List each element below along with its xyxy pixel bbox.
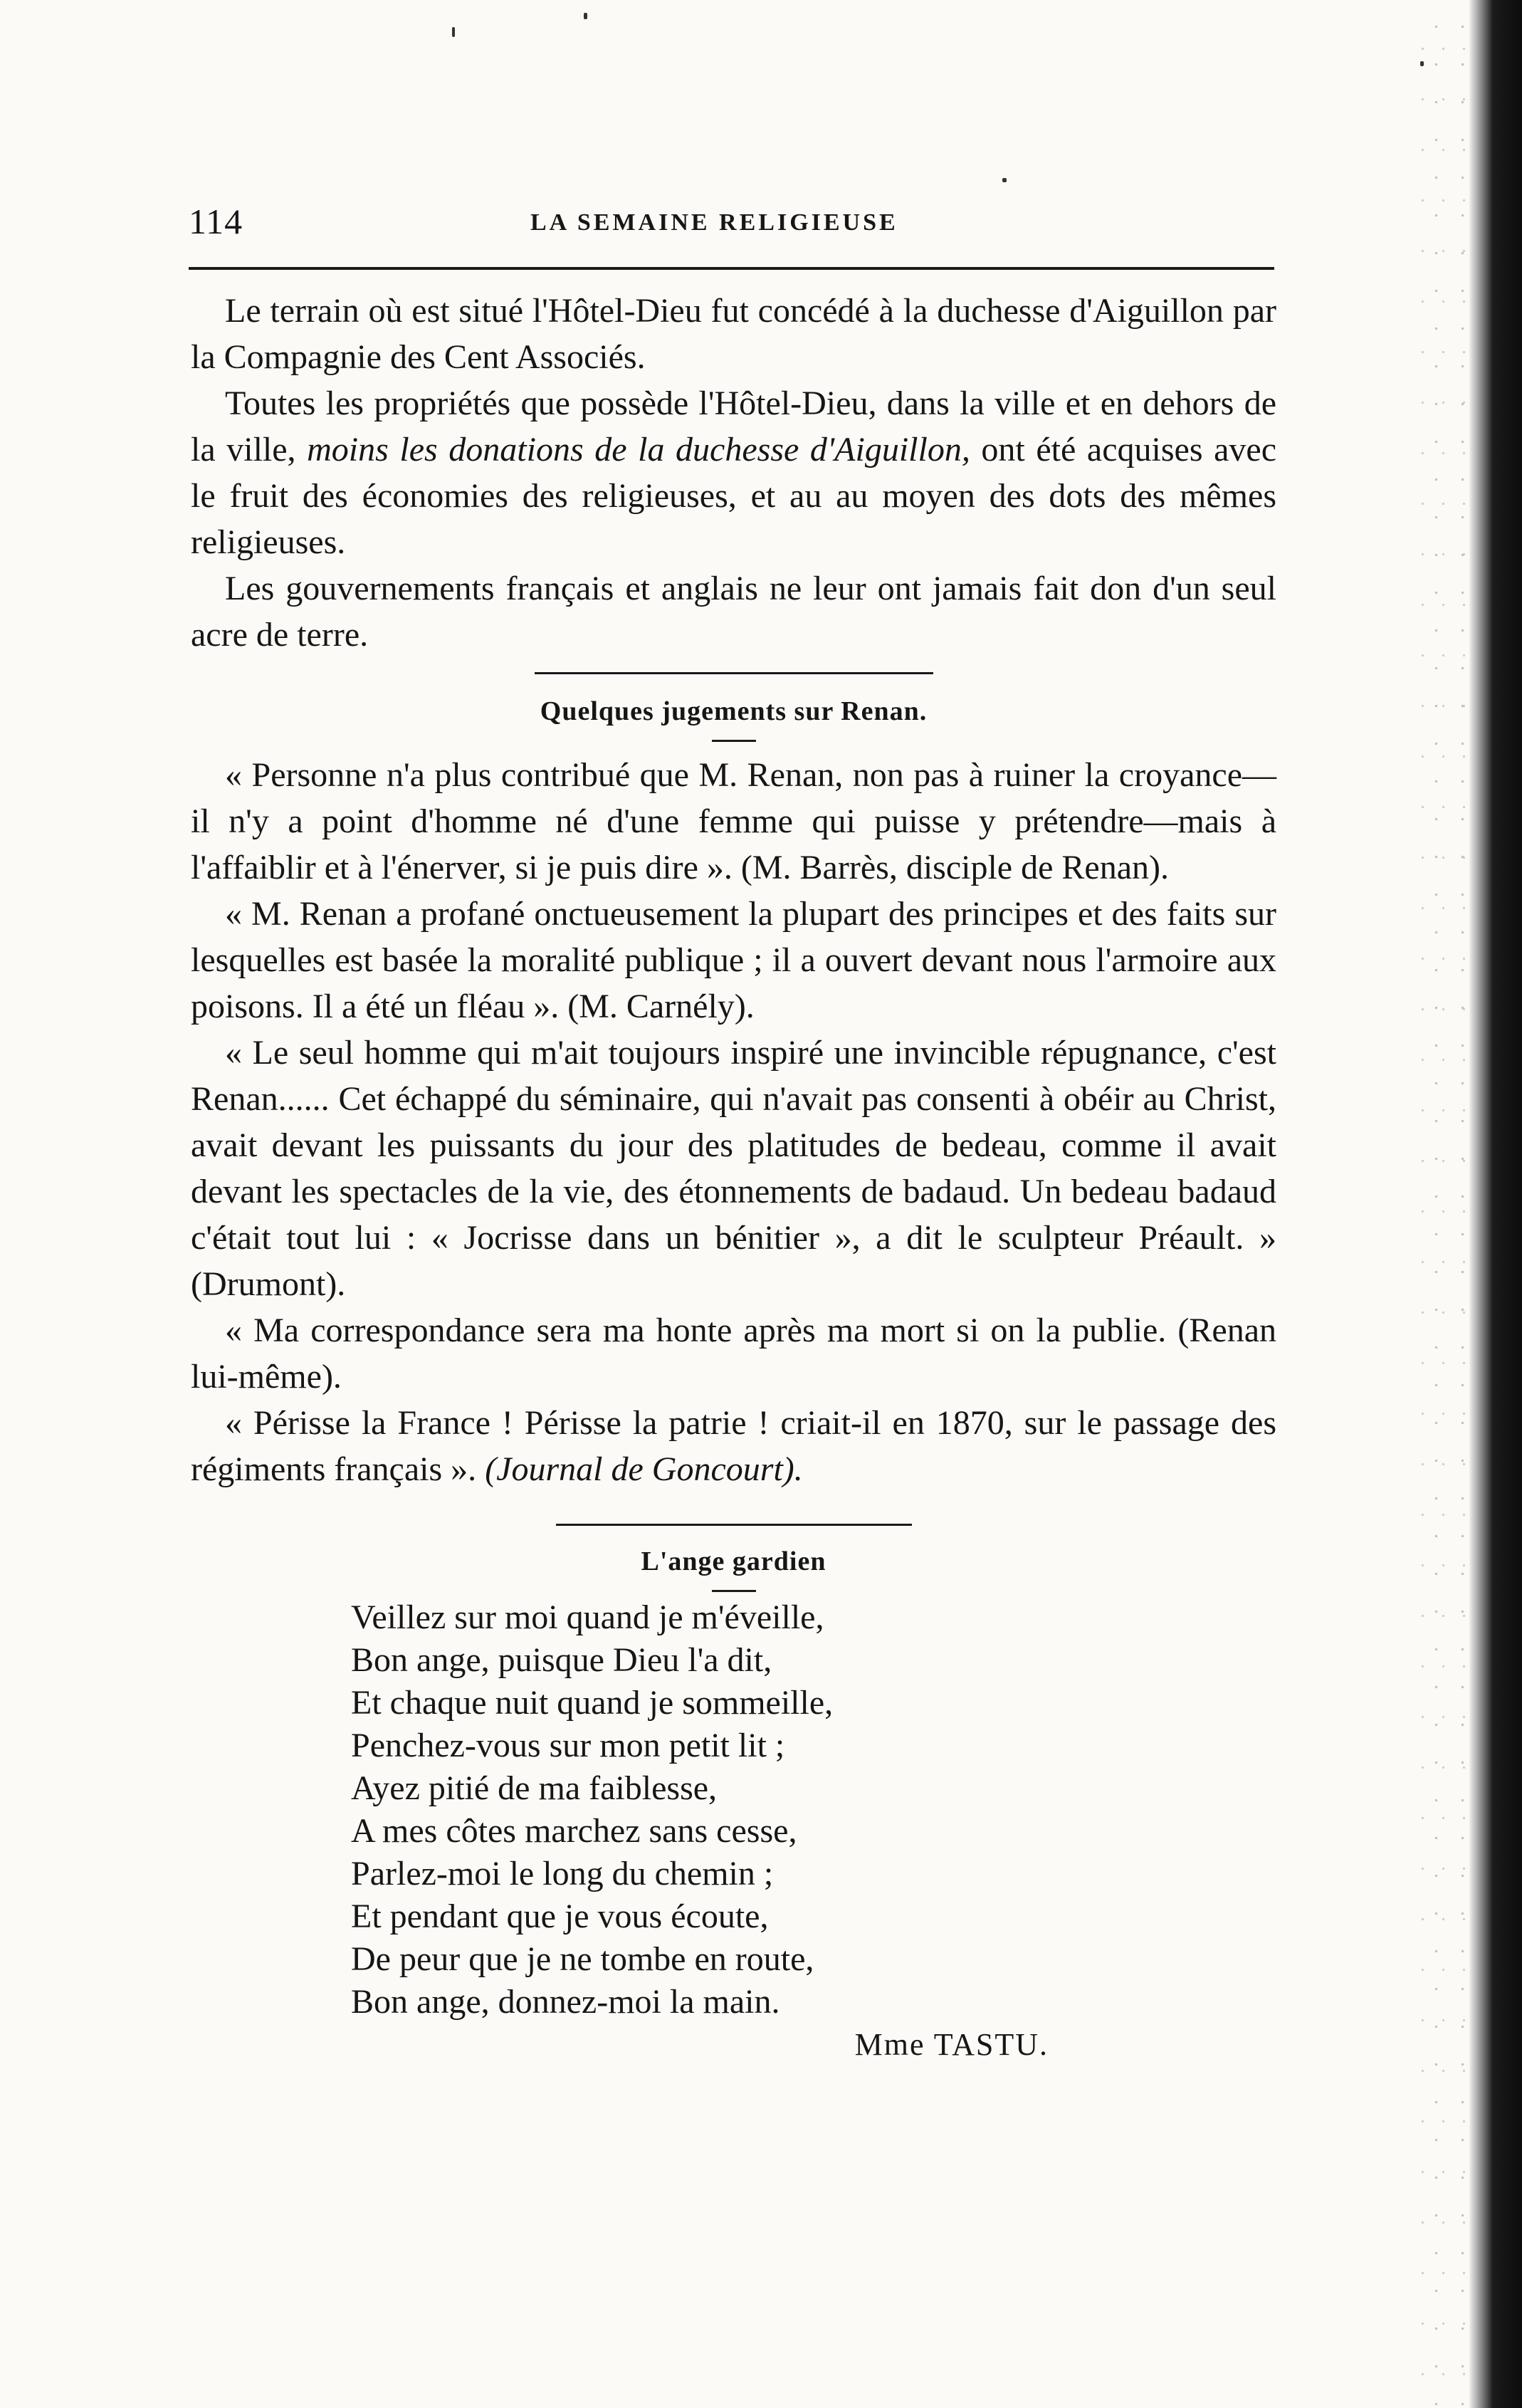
- header-rule: [189, 267, 1274, 270]
- intro-paragraph-1: Le terrain où est situé l'Hôtel-Dieu fut concédé à la duchesse d'Aiguillon par la Compagnie des Cent Associés.: [191, 292, 1276, 376]
- poem-line: Veillez sur moi quand je m'éveille,: [351, 1598, 824, 1636]
- signature-name: TASTU.: [933, 2027, 1049, 2062]
- scan-speck: [452, 27, 455, 37]
- title-dash: [712, 1590, 756, 1592]
- poem-line: Bon ange, puisque Dieu l'a dit,: [351, 1641, 772, 1679]
- running-title: LA SEMAINE RELIGIEUSE: [530, 209, 898, 236]
- intro-p2-start: Toutes les propriétés que possède l'Hôtel-Dieu, dans la ville et en dehors de la ville,: [191, 384, 1276, 468]
- intro-p2-italic: moins les donations de la duchesse d'Aiguillon,: [307, 431, 970, 468]
- poem-line: Parlez-moi le long du chemin ;: [351, 1855, 774, 1893]
- poem-line: Penchez-vous sur mon petit lit ;: [351, 1727, 785, 1764]
- section-title-ange: L'ange gardien: [641, 1546, 826, 1576]
- page-number: 114: [189, 201, 243, 241]
- quote-goncourt-source: (Journal de Goncourt).: [485, 1450, 803, 1488]
- quote-goncourt-text: « Périsse la France ! Périsse la patrie ! criait-il en 1870, sur le passage des régiments français ».: [191, 1404, 1276, 1488]
- intro-paragraph-3: Les gouvernements français et anglais ne leur ont jamais fait don d'un seul acre de terre.: [191, 570, 1276, 654]
- poem-line: De peur que je ne tombe en route,: [351, 1940, 814, 1978]
- page-header: [189, 201, 1271, 251]
- binding-shadow: [1469, 0, 1522, 2408]
- title-dash: [712, 740, 756, 742]
- section-divider: [535, 672, 933, 674]
- intro-paragraph-2: [191, 380, 1276, 565]
- poem-line: Et pendant que je vous écoute,: [351, 1897, 769, 1935]
- section-divider: [556, 1524, 912, 1526]
- poem-signature: [191, 2024, 1276, 2066]
- poem: [351, 1596, 1276, 2024]
- quote-goncourt: [191, 1400, 1276, 1492]
- page-body: [191, 288, 1276, 2066]
- intro-p2-end: ont été acquises avec le fruit des économies des religieuses, et au au moyen des dots des mêmes religieuses.: [191, 431, 1276, 561]
- quote-barres: « Personne n'a plus contribué que M. Renan, non pas à ruiner la croyance—il n'y a point d'homme né d'une femme qui puisse y prétendre—mais à l'affaiblir et à l'énerver, si je puis dire ». (M. Barrès, disciple de Renan).: [191, 756, 1276, 886]
- poem-line: Et chaque nuit quand je sommeille,: [351, 1684, 834, 1722]
- scan-speck: [1002, 178, 1007, 182]
- scan-noise: [1419, 0, 1469, 2408]
- quote-drumont: « Le seul homme qui m'ait toujours inspiré une invincible répugnance, c'est Renan...... Cet échappé du séminaire, qui n'avait pas consenti à obéir au Christ, avait devant les puissants du jour des platitudes de bedeau, comme il avait devant les spectacles de la vie, des étonnements de badaud. Un bedeau badaud c'était tout lui : « Jocrisse dans un bénitier », a dit le sculpteur Préault. » (Drumont).: [191, 1034, 1276, 1303]
- quote-renan: « Ma correspondance sera ma honte après ma mort si on la publie. (Renan lui-même).: [191, 1312, 1276, 1396]
- scan-speck: [1420, 61, 1424, 66]
- scan-speck: [584, 13, 587, 19]
- signature-prefix: Mme: [854, 2027, 925, 2062]
- poem-line: A mes côtes marchez sans cesse,: [351, 1812, 797, 1850]
- poem-line: Ayez pitié de ma faiblesse,: [351, 1769, 718, 1807]
- quote-carnely: « M. Renan a profané onctueusement la plupart des principes et des faits sur lesquelles est basée la moralité publique ; il a ouvert devant nous l'armoire aux poisons. Il a été un fléau ». (M. Carnély).: [191, 895, 1276, 1025]
- poem-line: Bon ange, donnez-moi la main.: [351, 1983, 780, 2021]
- section-title-renan: Quelques jugements sur Renan.: [540, 696, 928, 726]
